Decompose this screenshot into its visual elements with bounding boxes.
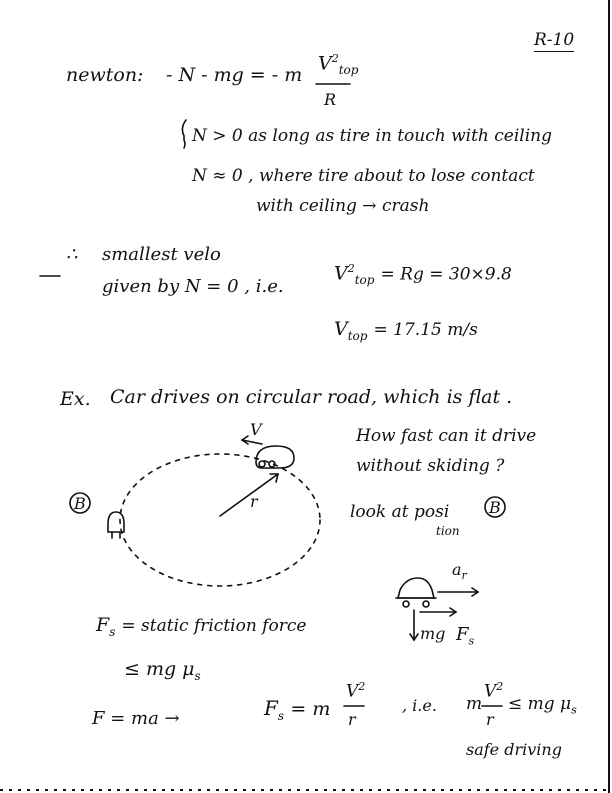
safe-driving-note: safe driving [466,740,562,759]
diagram-velocity-label: V [250,420,262,439]
friction-eq-mid: = m [290,698,331,720]
friction-eq-num-v: V [346,681,359,702]
velocity-eq-2-rhs: = 17.15 m/s [373,320,478,340]
friction-eq-fs: F [264,696,278,720]
car-top-icon [256,446,294,468]
scan-edge-bottom [0,789,612,791]
question-line-1: How fast can it drive [356,426,537,446]
ineq-rhs-sub: s [571,703,577,717]
friction-line-2-sub: s [194,668,201,683]
example-text: Car drives on circular road, which is flat . [110,386,513,408]
diagram-ar-a: a [452,560,462,579]
ineq-den: r [486,710,494,729]
radius-arrow-shaft [220,474,278,516]
condition-line-2: N ≈ 0 , where tire about to lose contact [192,166,535,186]
circled-b-left-label: B [74,494,86,513]
friction-fs: F [96,614,110,636]
ineq-m: m [466,694,483,714]
newton-eq-sup: 2 [331,52,339,65]
velocity-eq-2-sub: top [347,328,368,343]
friction-line-2-text: ≤ mg μ [124,658,195,680]
velocity-eq-1-sup: 2 [347,262,355,275]
circular-road [120,454,320,586]
friction-fs-sub: s [109,624,116,639]
condition-brace [182,120,186,148]
friction-line-1-rhs: = static friction force [121,616,307,636]
velocity-eq-1-sub: top [354,273,375,288]
car-left-icon [108,512,124,538]
therefore-symbol: ∴ [66,244,78,265]
diagram-radius-label: r [250,492,258,511]
car-side-icon [396,578,436,607]
velocity-eq-1-v: V [334,262,348,285]
look-line-1: look at posi [350,502,450,522]
ineq-num-v: V [484,681,497,702]
diagram-fs-f: F [456,624,469,645]
circled-b-right [485,497,505,517]
ineq-num-sup: 2 [496,680,504,693]
look-line-2: tion [436,524,460,538]
newton-eq-den: R [324,90,337,109]
friction-eq-den: r [348,710,356,729]
friction-ie: , i.e. [402,696,437,715]
diagram-mg-label: mg [420,624,446,643]
newton-eq-v: V [318,52,332,75]
condition-line-3: with ceiling → crash [256,196,430,216]
newton-eq-lhs: - N - mg = - m [166,64,303,86]
circled-b-left [70,493,90,513]
ineq-rhs-text: ≤ mg μ [508,694,572,714]
example-label: Ex. [60,388,91,410]
f-ma-text: F = ma → [92,708,180,729]
friction-eq-fs-sub: s [277,709,285,723]
newton-label: newton: [66,64,144,86]
velocity-eq-2-v: V [334,318,348,340]
circled-b-right-label: B [489,498,501,517]
newton-eq-sub: top [338,63,359,78]
velocity-eq-1-rhs: = Rg = 30×9.8 [380,264,512,285]
page-label: R-10 [534,30,575,50]
condition-line-1: N > 0 as long as tire in touch with ceiling [192,126,553,146]
diagram-ar-sub: r [461,569,467,583]
scan-edge-right [608,0,610,793]
smallest-line-2: given by N = 0 , i.e. [102,276,284,297]
diagram-fs-sub: s [468,634,475,648]
question-line-2: without skiding ? [356,456,505,476]
friction-eq-num-sup: 2 [358,680,366,693]
smallest-line-1: smallest velo [102,244,221,265]
